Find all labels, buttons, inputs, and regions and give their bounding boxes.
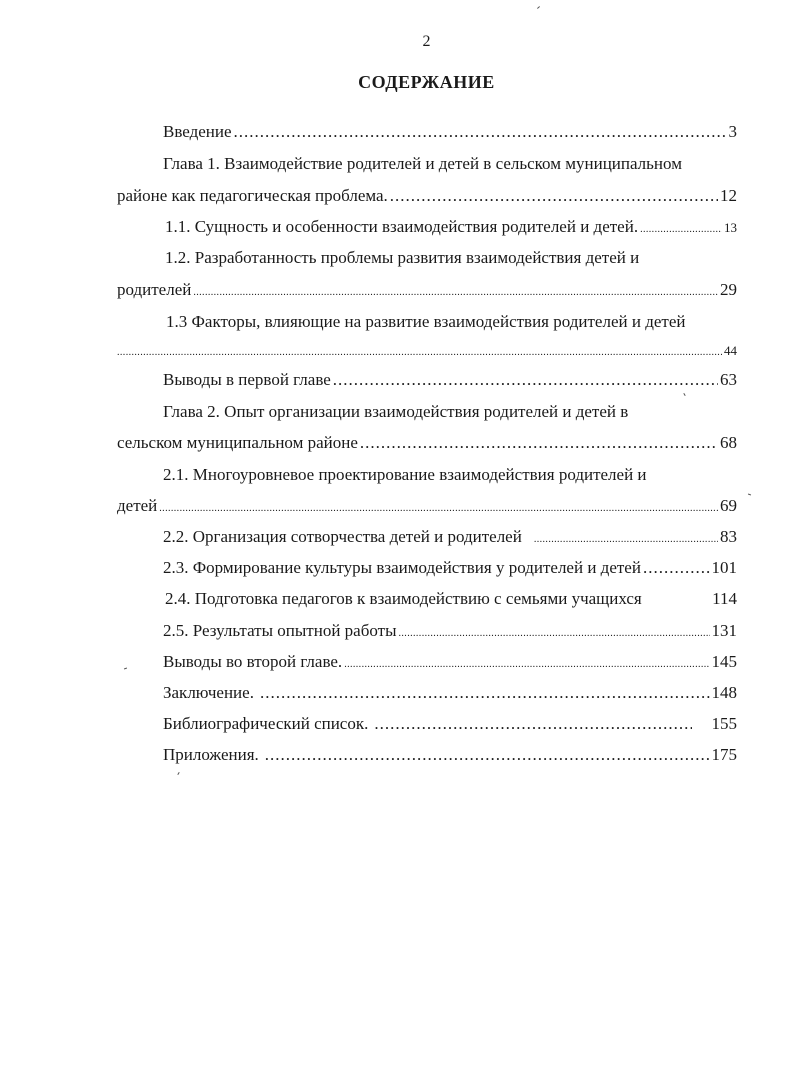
toc-entry-conclusions-ch2[interactable] bbox=[163, 651, 737, 673]
dot-leader bbox=[374, 713, 691, 735]
dot-leader bbox=[534, 529, 718, 551]
toc-entry-section-1-3-line1[interactable] bbox=[166, 311, 756, 333]
toc-entry-section-2-4[interactable] bbox=[165, 588, 737, 610]
toc-entry-intro[interactable] bbox=[163, 121, 737, 143]
scan-speck bbox=[124, 668, 127, 670]
scan-speck bbox=[748, 494, 751, 496]
scan-speck bbox=[537, 6, 540, 9]
toc-entry-conclusion[interactable] bbox=[163, 682, 737, 704]
dot-leader bbox=[643, 557, 710, 579]
toc-entry-page: 101 bbox=[711, 558, 737, 577]
dot-leader bbox=[193, 282, 718, 304]
toc-entry-label: Заключение. bbox=[163, 683, 254, 702]
toc-entry-label: Выводы во второй главе. bbox=[163, 652, 343, 671]
page-number: 2 bbox=[422, 33, 431, 50]
toc-entry-page: 148 bbox=[711, 683, 737, 702]
toc-entry-page: 175 bbox=[711, 745, 737, 764]
toc-entry-conclusions-ch1[interactable] bbox=[163, 369, 737, 391]
toc-entry-label: 2.5. Результаты опытной работы bbox=[163, 621, 397, 640]
toc-entry-page: 145 bbox=[711, 652, 737, 671]
toc-entry-label: Библиографический список. bbox=[163, 714, 369, 733]
toc-entry-label: 1.3 Факторы, влияющие на развитие взаимодействия родителей и детей bbox=[166, 312, 686, 331]
toc-entry-chapter2-line1[interactable] bbox=[163, 401, 723, 423]
dot-leader bbox=[265, 744, 710, 766]
toc-entry-section-2-2[interactable] bbox=[163, 526, 737, 548]
toc-entry-label: 2.1. Многоуровневое проектирование взаимодействия родителей и bbox=[163, 465, 647, 484]
toc-entry-chapter2-line2[interactable] bbox=[117, 432, 737, 454]
toc-entry-page: 12 bbox=[720, 186, 737, 205]
toc-entry-label: родителей bbox=[117, 280, 192, 299]
toc-entry-section-1-3-line2[interactable] bbox=[117, 340, 737, 362]
page-title: СОДЕРЖАНИЕ bbox=[358, 72, 495, 92]
toc-entry-section-1-1[interactable] bbox=[165, 216, 737, 238]
toc-entry-label: 2.4. Подготовка педагогов к взаимодействию с семьями учащихся bbox=[165, 589, 642, 608]
toc-entry-page: 29 bbox=[720, 280, 737, 299]
toc-entry-label: Введение bbox=[163, 122, 232, 141]
scan-speck bbox=[683, 393, 685, 396]
toc-entry-label: Выводы в первой главе bbox=[163, 370, 331, 389]
toc-entry-page: 68 bbox=[720, 433, 737, 452]
toc-entry-page: 114 bbox=[712, 589, 737, 608]
toc-entry-section-1-2-line1[interactable] bbox=[165, 247, 735, 269]
toc-entry-bibliography[interactable] bbox=[163, 713, 737, 735]
toc-entry-page: 63 bbox=[720, 370, 737, 389]
toc-entry-section-1-2-line2[interactable] bbox=[117, 279, 737, 301]
scan-speck bbox=[177, 772, 179, 775]
toc-entry-chapter1-line1[interactable] bbox=[163, 153, 753, 175]
dot-leader bbox=[333, 369, 718, 391]
toc-entry-page: 69 bbox=[720, 496, 737, 515]
dot-leader bbox=[234, 121, 727, 143]
toc-entry-section-2-5[interactable] bbox=[163, 620, 737, 642]
toc-entry-page: 131 bbox=[711, 621, 737, 640]
toc-entry-label: 1.2. Разработанность проблемы развития взаимодействия детей и bbox=[165, 248, 640, 267]
dot-leader bbox=[260, 682, 710, 704]
toc-entry-label: районе как педагогическая проблема. bbox=[117, 186, 388, 205]
toc-entry-page: 155 bbox=[711, 714, 737, 733]
dot-leader bbox=[390, 185, 718, 207]
toc-entry-section-2-1-line2[interactable] bbox=[117, 495, 737, 517]
toc-entry-appendix[interactable] bbox=[163, 744, 737, 766]
dot-leader bbox=[344, 654, 709, 676]
dot-leader bbox=[640, 219, 722, 241]
toc-entry-label: Приложения. bbox=[163, 745, 259, 764]
dot-leader bbox=[399, 623, 710, 645]
toc-entry-label: сельском муниципальном районе bbox=[117, 433, 358, 452]
toc-entry-label: 1.1. Сущность и особенности взаимодействия родителей и детей. bbox=[165, 217, 639, 236]
toc-entry-page: 13 bbox=[724, 220, 737, 235]
toc-entry-label: детей bbox=[117, 496, 158, 515]
toc-entry-label: Глава 2. Опыт организации взаимодействия родителей и детей в bbox=[163, 402, 629, 421]
toc-entry-page: 83 bbox=[720, 527, 737, 546]
toc-entry-chapter1-line2[interactable] bbox=[117, 185, 737, 207]
dot-leader bbox=[360, 432, 718, 454]
toc-entry-label: Глава 1. Взаимодействие родителей и детей в сельском муниципальном bbox=[163, 154, 682, 173]
toc-entry-section-2-3[interactable] bbox=[163, 557, 737, 579]
dot-leader bbox=[117, 342, 722, 364]
toc-entry-label: 2.2. Организация сотворчества детей и родителей bbox=[163, 527, 522, 546]
toc-entry-page: 3 bbox=[728, 122, 737, 141]
toc-entry-section-2-1-line1[interactable] bbox=[163, 464, 733, 486]
toc-entry-page: 44 bbox=[724, 343, 737, 358]
dot-leader bbox=[159, 498, 718, 520]
toc-entry-label: 2.3. Формирование культуры взаимодействия у родителей и детей bbox=[163, 558, 641, 577]
